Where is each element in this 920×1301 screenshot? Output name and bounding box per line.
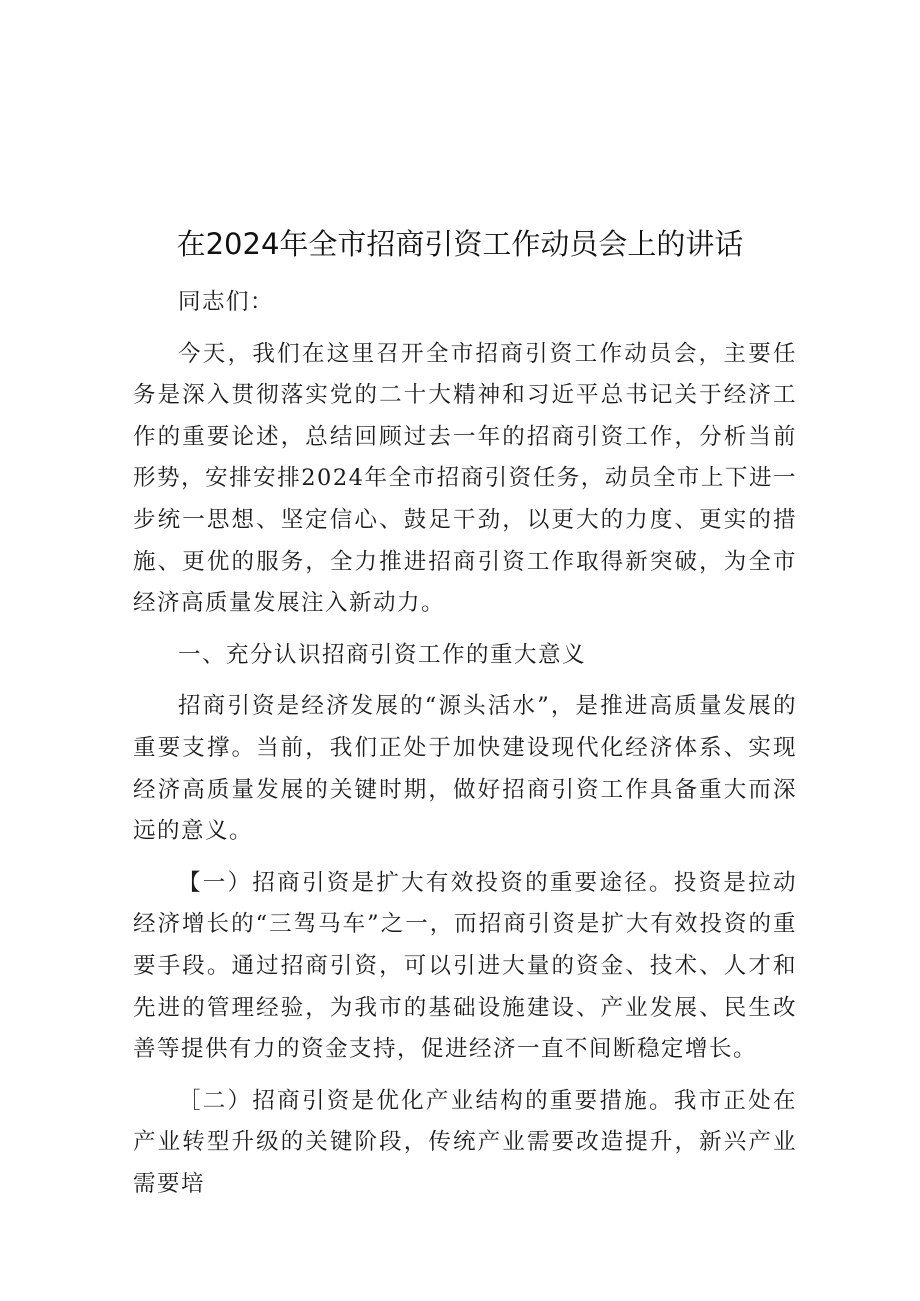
section-1-intro-paragraph: 招商引资是经济发展的“源头活水”，是推进高质量发展的重要支撑。当前，我们正处于加快建设现代化经济体系、实现经济高质量发展的关键时期，做好招商引资工作具备重大而深远的意义。 xyxy=(133,693,797,845)
document-body xyxy=(133,282,797,1215)
greeting: 同志们： xyxy=(178,289,275,315)
point-2-paragraph: ［二）招商引资是优化产业结构的重要措施。我市正处在产业转型升级的关键阶段，传统产业需要改造提升，新兴产业需要培 xyxy=(133,1087,797,1197)
intro-paragraph: 今天，我们在这里召开全市招商引资工作动员会，主要任务是深入贯彻落实党的二十大精神和习近平总书记关于经济工作的重要论述，总结回顾过去一年的招商引资工作，分析当前形势，安排安排2024年全市招商引资任务，动员全市上下进一步统一思想、坚定信心、鼓足干劲，以更大的力度、更实的措施、更优的服务，全力推进招商引资工作取得新突破，为全市经济高质量发展注入新动力。 xyxy=(133,340,797,617)
section-1-heading: 一、充分认识招商引资工作的重大意义 xyxy=(178,641,587,668)
document-title: 在2024年全市招商引资工作动员会上的讲话 xyxy=(176,227,744,261)
point-1-paragraph: 【一）招商引资是扩大有效投资的重要途径。投资是拉动经济增长的“三驾马车”之一，而招商引资是扩大有效投资的重要手段。通过招商引资，可以引进大量的资金、技术、人才和先进的管理经验，为我市的基础设施建设、产业发展、民生改善等提供有力的资金支持，促进经济一直不间断稳定增长。 xyxy=(133,869,797,1063)
